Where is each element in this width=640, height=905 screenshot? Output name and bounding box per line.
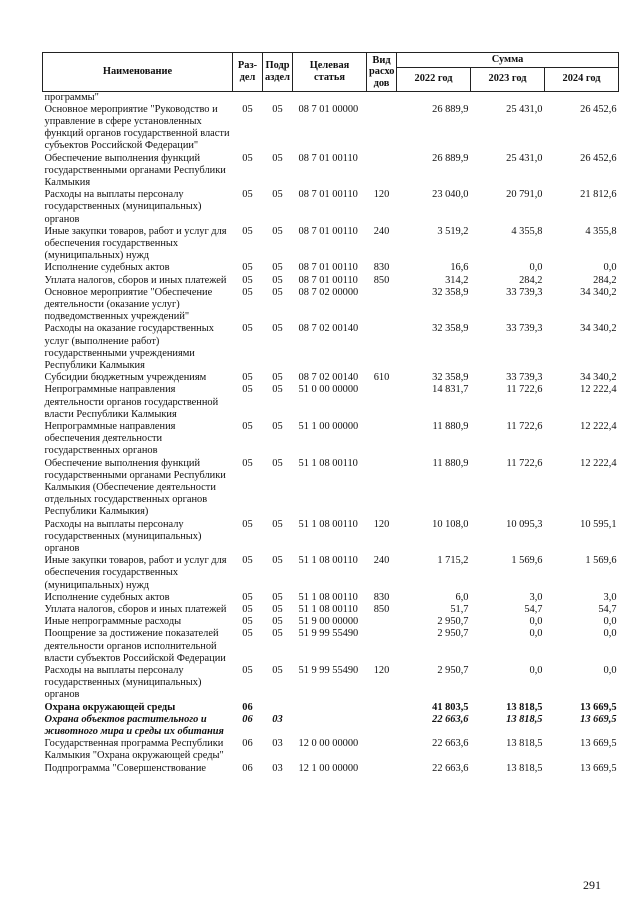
table-row	[43, 323, 619, 372]
row-sum-2024: 12 222,4	[580, 384, 617, 396]
row-section: 05	[242, 103, 253, 115]
table-row	[43, 384, 619, 421]
header-expense-type: Вид расхо дов	[367, 53, 397, 92]
row-expense-type	[367, 153, 397, 190]
row-name: Расходы на выплаты персоналу государственных (муниципальных) органов	[44, 518, 202, 555]
row-sum-2024: 34 340,2	[580, 286, 617, 298]
row-section: 05	[242, 225, 253, 237]
page-number: 291	[583, 878, 601, 892]
row-subsection: 05	[272, 372, 283, 384]
row-target-article: 12 0 00 00000	[298, 738, 359, 750]
row-name: Иные непрограммные расходы	[44, 616, 182, 628]
row-sum-2023: 13 818,5	[506, 762, 543, 774]
row-section: 05	[242, 274, 253, 286]
row-subsection: 03	[272, 713, 283, 725]
row-subsection: 05	[272, 457, 283, 469]
row-sum-2022: 1 715,2	[437, 555, 469, 567]
row-sum-2022: 51,7	[450, 604, 469, 616]
row-sum-2022: 22 663,6	[432, 713, 469, 725]
row-sum-2022: 3 519,2	[437, 225, 469, 237]
row-sum-2023: 33 739,3	[506, 286, 543, 298]
row-subsection: 05	[272, 591, 283, 603]
table-row	[43, 519, 619, 556]
row-target-article	[293, 714, 367, 738]
row-target-article: 51 9 99 55490	[298, 628, 359, 640]
row-subsection: 05	[272, 225, 283, 237]
row-subsection: 05	[272, 384, 283, 396]
row-target-article: 12 1 00 00000	[298, 762, 359, 774]
row-expense-type: 850	[373, 274, 390, 286]
row-target-article: 51 0 00 00000	[298, 384, 359, 396]
row-name: Обеспечение выполнения функций государственными органами Республики Калмыкия	[44, 152, 226, 188]
row-section: 05	[242, 628, 253, 640]
row-name: Субсидии бюджетным учреждениям	[44, 372, 207, 384]
table-row	[43, 714, 619, 738]
row-section: 06	[242, 701, 253, 713]
row-section: 05	[242, 286, 253, 298]
table-row	[43, 262, 619, 274]
table-row	[43, 738, 619, 762]
row-name: Охрана окружающей среды	[44, 701, 176, 713]
row-section: 05	[242, 384, 253, 396]
row-sum-2024: 13 669,5	[580, 762, 617, 774]
table-row	[43, 104, 619, 153]
row-sum-2022: 2 950,7	[437, 616, 469, 628]
row-expense-type: 830	[373, 262, 390, 274]
row-expense-type: 120	[373, 518, 390, 530]
row-section: 05	[242, 372, 253, 384]
row-subsection: 05	[272, 555, 283, 567]
row-sum-2022: 22 663,6	[432, 762, 469, 774]
row-subsection: 05	[272, 274, 283, 286]
row-sum-2024: 0,0	[603, 616, 617, 628]
row-sum-2023: 0,0	[529, 628, 543, 640]
table-row	[43, 421, 619, 458]
row-name: Охрана объектов растительного и животного мира и среды их обитания	[44, 713, 224, 738]
row-subsection: 05	[272, 604, 283, 616]
row-sum-2024: 4 355,8	[585, 225, 617, 237]
row-subsection: 05	[272, 103, 283, 115]
header-name: Наименование	[43, 53, 233, 92]
row-sum-2022: 32 358,9	[432, 323, 469, 335]
table-row	[43, 555, 619, 592]
budget-table-page	[42, 52, 618, 775]
row-subsection	[263, 702, 293, 714]
row-expense-type: 240	[373, 225, 390, 237]
row-sum-2023: 54,7	[524, 604, 543, 616]
row-expense-type	[367, 714, 397, 738]
row-name: Непрограммные направления обеспечения деятельности государственных органов	[44, 420, 176, 457]
row-name: Основное мероприятие "Руководство и управление в сфере установленных функций органов государственной власти субъектов Российской Федерации"	[44, 103, 230, 152]
row-sum-2022: 32 358,9	[432, 372, 469, 384]
row-target-article: 08 7 01 00110	[298, 189, 358, 201]
row-section: 05	[242, 665, 253, 677]
row-section: 05	[242, 152, 253, 164]
row-target-article: 08 7 02 00140	[298, 372, 359, 384]
row-sum-2023: 1 569,6	[511, 555, 543, 567]
row-sum-2024: 12 222,4	[580, 420, 617, 432]
row-expense-type: 120	[373, 665, 390, 677]
row-sum-2024: 13 669,5	[580, 701, 617, 713]
row-sum-2024: 284,2	[593, 274, 617, 286]
table-row	[43, 372, 619, 384]
row-expense-type: 850	[373, 604, 390, 616]
row-name: Исполнение судебных актов	[44, 591, 170, 603]
row-sum-2022: 16,6	[450, 262, 469, 274]
row-sum-2024: 34 340,2	[580, 323, 617, 335]
row-subsection: 05	[272, 152, 283, 164]
row-name: Непрограммные направления деятельности органов государственной власти Республики Калмыкия	[44, 384, 219, 420]
row-name: программы"	[44, 91, 99, 103]
row-expense-type	[367, 104, 397, 153]
row-sum-2022: 11 880,9	[432, 457, 469, 469]
row-sum-2023: 11 722,6	[506, 420, 543, 432]
row-sum-2022: 22 663,6	[432, 738, 469, 750]
header-year-2024: 2024 год	[545, 67, 619, 91]
table-row	[43, 702, 619, 714]
header-year-2023: 2023 год	[471, 67, 545, 91]
row-section: 05	[242, 518, 253, 530]
row-sum-2023: 3,0	[529, 591, 543, 603]
row-expense-type	[367, 702, 397, 714]
table-row	[43, 604, 619, 616]
row-target-article: 08 7 02 00000	[298, 286, 359, 298]
row-target-article: 08 7 01 00110	[298, 274, 358, 286]
row-expense-type: 240	[373, 555, 390, 567]
row-subsection: 03	[272, 738, 283, 750]
row-name: Уплата налогов, сборов и иных платежей	[44, 274, 227, 286]
row-section: 05	[242, 420, 253, 432]
table-row	[43, 189, 619, 226]
row-expense-type	[367, 421, 397, 458]
row-sum-2022: 26 889,9	[432, 152, 469, 164]
table-row	[43, 226, 619, 263]
row-sum-2023: 11 722,6	[506, 384, 543, 396]
row-sum-2023: 0,0	[529, 616, 543, 628]
row-expense-type: 830	[373, 591, 390, 603]
row-target-article	[293, 702, 367, 714]
row-sum-2022: 41 803,5	[432, 701, 469, 713]
row-sum-2024	[545, 91, 619, 104]
row-name: Уплата налогов, сборов и иных платежей	[44, 604, 227, 616]
row-sum-2024: 13 669,5	[580, 738, 617, 750]
row-sum-2022: 6,0	[455, 591, 469, 603]
header-subsection: Подр аздел	[263, 53, 293, 92]
row-sum-2024: 54,7	[598, 604, 617, 616]
row-expense-type	[367, 91, 397, 104]
row-subsection: 05	[272, 616, 283, 628]
row-section: 06	[242, 738, 253, 750]
row-target-article: 51 1 08 00110	[298, 591, 358, 603]
table-row	[43, 91, 619, 104]
row-subsection: 05	[272, 323, 283, 335]
table-row	[43, 153, 619, 190]
row-section: 05	[242, 555, 253, 567]
row-subsection	[263, 91, 293, 104]
row-sum-2022: 2 950,7	[437, 628, 469, 640]
row-subsection: 05	[272, 628, 283, 640]
row-sum-2024: 34 340,2	[580, 372, 617, 384]
row-sum-2023: 25 431,0	[506, 152, 543, 164]
row-sum-2024: 3,0	[603, 591, 617, 603]
row-target-article: 08 7 01 00000	[298, 103, 359, 115]
row-expense-type	[367, 384, 397, 421]
row-expense-type	[367, 763, 397, 775]
table-row	[43, 628, 619, 665]
row-subsection: 05	[272, 189, 283, 201]
row-name: Основное мероприятие "Обеспечение деятельности (оказание услуг) подведомственных учреждений"	[44, 286, 213, 323]
header-year-2022: 2022 год	[397, 67, 471, 91]
row-target-article: 51 1 08 00110	[298, 555, 358, 567]
row-sum-2023: 0,0	[529, 665, 543, 677]
row-sum-2023: 33 739,3	[506, 323, 543, 335]
table-row	[43, 287, 619, 324]
row-sum-2022: 10 108,0	[432, 518, 469, 530]
row-name: Расходы на выплаты персоналу государственных (муниципальных) органов	[44, 189, 202, 225]
row-target-article: 08 7 02 00140	[298, 323, 359, 335]
row-sum-2023: 25 431,0	[506, 103, 543, 115]
row-target-article: 51 1 00 00000	[298, 420, 359, 432]
row-expense-type: 120	[373, 189, 390, 201]
row-name: Исполнение судебных актов	[44, 262, 170, 274]
row-target-article: 51 9 00 00000	[298, 616, 359, 628]
row-name: Обеспечение выполнения функций государственными органами Республики Калмыкия (Обеспечение деятельности отдельных государственных органов Республики Калмыкия)	[44, 457, 226, 518]
row-target-article	[293, 91, 367, 104]
row-section: 06	[242, 762, 253, 774]
table-row	[43, 616, 619, 628]
row-expense-type	[367, 287, 397, 324]
row-subsection: 05	[272, 262, 283, 274]
row-subsection: 05	[272, 518, 283, 530]
row-sum-2024: 26 452,6	[580, 103, 617, 115]
row-name: Поощрение за достижение показателей деятельности органов исполнительной власти субъектов Российской Федерации	[44, 628, 226, 664]
row-subsection: 05	[272, 420, 283, 432]
row-sum-2024: 0,0	[603, 262, 617, 274]
row-expense-type	[367, 458, 397, 519]
row-sum-2023: 13 818,5	[506, 701, 543, 713]
row-sum-2023: 0,0	[529, 262, 543, 274]
row-expense-type	[367, 738, 397, 762]
budget-table	[42, 52, 619, 775]
row-target-article: 51 9 99 55490	[298, 665, 359, 677]
row-sum-2023	[471, 91, 545, 104]
row-target-article: 08 7 01 00110	[298, 262, 358, 274]
row-sum-2022: 2 950,7	[437, 665, 469, 677]
row-sum-2022: 23 040,0	[432, 189, 469, 201]
row-sum-2024: 0,0	[603, 665, 617, 677]
table-header	[43, 53, 619, 92]
row-section: 05	[242, 323, 253, 335]
row-sum-2023: 13 818,5	[506, 713, 543, 725]
row-section: 05	[242, 189, 253, 201]
row-name: Подпрограмма "Совершенствование	[44, 762, 206, 774]
row-sum-2023: 13 818,5	[506, 738, 543, 750]
row-name: Расходы на выплаты персоналу государственных (муниципальных) органов	[44, 665, 202, 701]
row-expense-type	[367, 323, 397, 372]
row-sum-2023: 284,2	[519, 274, 543, 286]
row-sum-2022: 11 880,9	[432, 420, 469, 432]
row-sum-2022: 26 889,9	[432, 103, 469, 115]
row-sum-2024: 13 669,5	[580, 713, 617, 725]
row-sum-2022	[397, 91, 471, 104]
row-name: Расходы на оказание государственных услуг (выполнение работ) государственными учреждениями Республики Калмыкия	[44, 323, 214, 371]
table-body	[43, 91, 619, 775]
row-sum-2022: 314,2	[445, 274, 469, 286]
row-target-article: 08 7 01 00110	[298, 225, 358, 237]
row-sum-2024: 12 222,4	[580, 457, 617, 469]
row-name: Иные закупки товаров, работ и услуг для обеспечения государственных (муниципальных) нужд	[44, 555, 227, 591]
row-target-article: 08 7 01 00110	[298, 152, 358, 164]
row-sum-2024: 10 595,1	[580, 518, 617, 530]
table-row	[43, 763, 619, 775]
row-section	[233, 91, 263, 104]
row-sum-2023: 4 355,8	[511, 225, 543, 237]
row-target-article: 51 1 08 00110	[298, 604, 358, 616]
row-sum-2024: 0,0	[603, 628, 617, 640]
row-subsection: 05	[272, 665, 283, 677]
row-name: Государственная программа Республики Калмыкия "Охрана окружающей среды"	[44, 738, 224, 762]
row-sum-2024: 26 452,6	[580, 152, 617, 164]
header-target-article: Целевая статья	[293, 53, 367, 92]
row-section: 05	[242, 457, 253, 469]
row-sum-2023: 33 739,3	[506, 372, 543, 384]
row-expense-type: 610	[373, 372, 390, 384]
row-section: 05	[242, 591, 253, 603]
table-row	[43, 458, 619, 519]
row-sum-2023: 10 095,3	[506, 518, 543, 530]
row-subsection: 05	[272, 286, 283, 298]
row-sum-2023: 20 791,0	[506, 189, 543, 201]
row-sum-2022: 32 358,9	[432, 286, 469, 298]
row-subsection: 03	[272, 762, 283, 774]
header-section: Раз- дел	[233, 53, 263, 92]
table-row	[43, 592, 619, 604]
row-expense-type	[367, 628, 397, 665]
row-sum-2024: 1 569,6	[585, 555, 617, 567]
row-name: Иные закупки товаров, работ и услуг для обеспечения государственных (муниципальных) нужд	[44, 225, 227, 262]
row-section: 05	[242, 262, 253, 274]
row-sum-2024: 21 812,6	[580, 189, 617, 201]
table-row	[43, 665, 619, 702]
row-section: 05	[242, 616, 253, 628]
table-row	[43, 275, 619, 287]
header-sum: Сумма	[397, 53, 619, 68]
row-sum-2023: 11 722,6	[506, 457, 543, 469]
row-target-article: 51 1 08 00110	[298, 457, 358, 469]
row-sum-2022: 14 831,7	[432, 384, 469, 396]
row-section: 06	[242, 713, 253, 725]
row-expense-type	[367, 616, 397, 628]
row-target-article: 51 1 08 00110	[298, 518, 358, 530]
row-section: 05	[242, 604, 253, 616]
